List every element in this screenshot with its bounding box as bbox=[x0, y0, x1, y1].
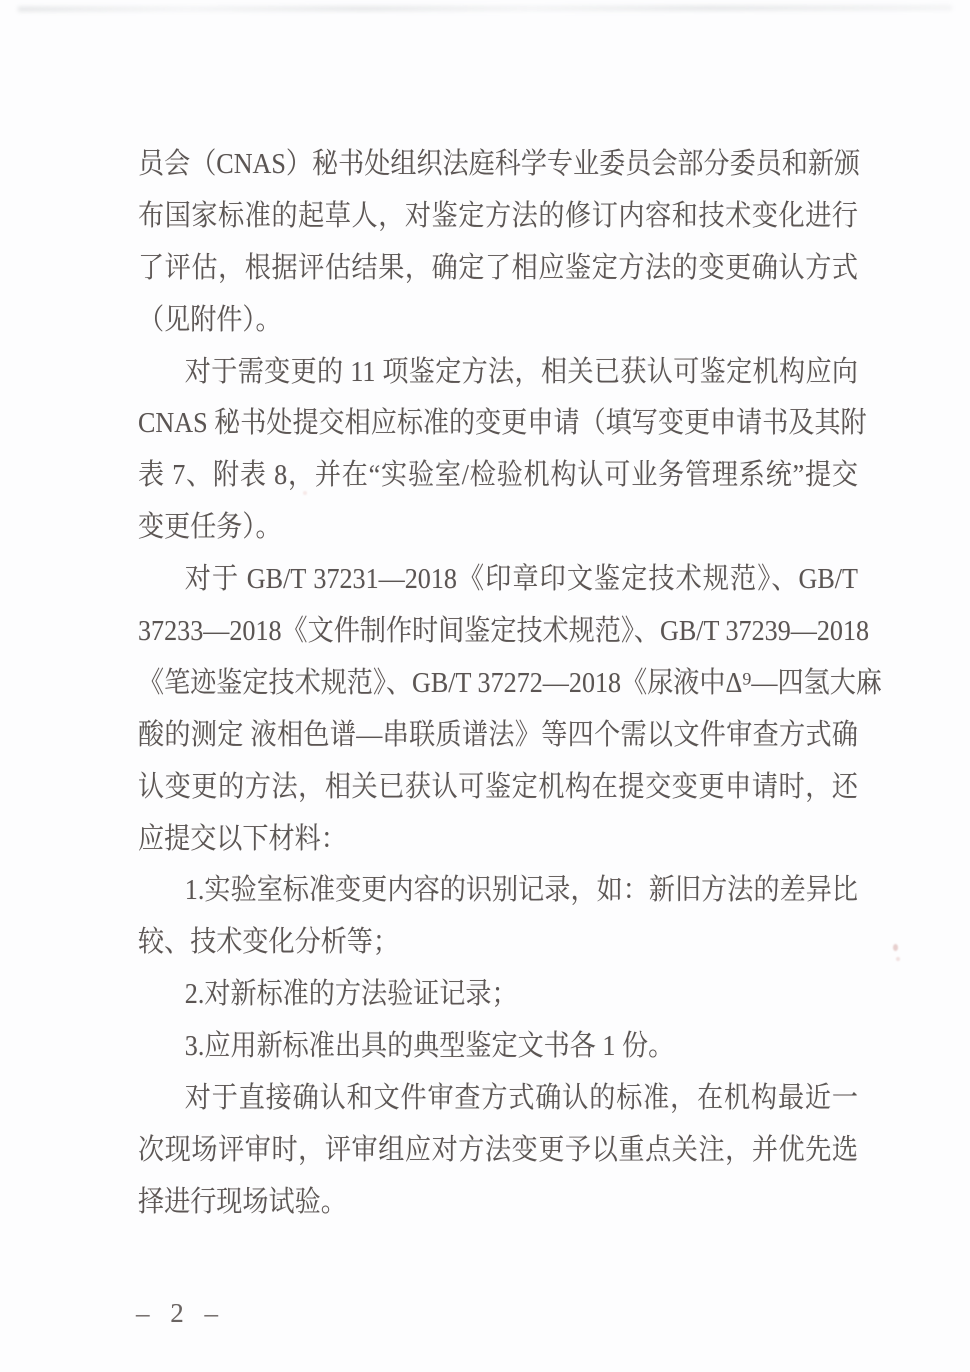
text-line-para-continuation-from-previous-page-4: （见附件）。 bbox=[138, 303, 282, 336]
text-line-list-item-1-2: 较、技术变化分析等； bbox=[138, 926, 400, 959]
text-line-para-change-application-3: 表 7、附表 8，并在“实验室/检验机构认可业务管理系统”提交 bbox=[138, 459, 858, 492]
text-line-para-four-standards-document-review-3: 《笔迹鉴定技术规范》、GB/T 37272—2018《尿液中Δ⁹—四氢大麻 bbox=[138, 666, 882, 699]
text-line-para-four-standards-document-review-2: 37233—2018《文件制作时间鉴定技术规范》、GB/T 37239—2018 bbox=[138, 615, 870, 648]
text-line-para-change-application-2: CNAS 秘书处提交相应标准的变更申请（填写变更申请书及其附 bbox=[138, 407, 867, 440]
text-line-list-item-2-1: 2.对新标准的方法验证记录； bbox=[184, 978, 518, 1011]
text-line-para-four-standards-document-review-5: 认变更的方法，相关已获认可鉴定机构在提交变更申请时，还 bbox=[138, 770, 858, 803]
text-line-list-item-1-1: 1.实验室标准变更内容的识别记录，如：新旧方法的差异比 bbox=[184, 874, 859, 907]
text-line-para-change-application-4: 变更任务）。 bbox=[138, 511, 282, 544]
text-line-list-item-3-1: 3.应用新标准出具的典型鉴定文书各 1 份。 bbox=[184, 1030, 675, 1063]
text-line-para-onsite-assessment-2: 次现场评审时，评审组应对方法变更予以重点关注，并优先选 bbox=[138, 1133, 858, 1166]
text-line-para-onsite-assessment-3: 择进行现场试验。 bbox=[138, 1185, 347, 1218]
document-body bbox=[138, 139, 882, 1229]
text-line-para-continuation-from-previous-page-1: 员会（CNAS）秘书处组织法庭科学专业委员会部分委员和新颁 bbox=[138, 148, 861, 180]
text-line-para-four-standards-document-review-1: 对于 GB/T 37231—2018《印章印文鉴定技术规范》、GB/T bbox=[184, 563, 859, 596]
text-line-para-continuation-from-previous-page-2: 布国家标准的起草人，对鉴定方法的修订内容和技术变化进行 bbox=[138, 199, 858, 232]
text-line-para-continuation-from-previous-page-3: 了评估，根据评估结果，确定了相应鉴定方法的变更确认方式 bbox=[138, 251, 858, 284]
text-line-para-change-application-1: 对于需变更的 11 项鉴定方法，相关已获认可鉴定机构应向 bbox=[184, 355, 859, 388]
scan-artifact-speck bbox=[893, 944, 898, 951]
text-line-para-onsite-assessment-1: 对于直接确认和文件审查方式确认的标准，在机构最近一 bbox=[184, 1082, 859, 1115]
scan-artifact-speck bbox=[896, 957, 900, 961]
text-line-para-four-standards-document-review-6: 应提交以下材料： bbox=[138, 822, 347, 855]
page-number: – 2 – bbox=[136, 1298, 225, 1328]
text-line-para-four-standards-document-review-4: 酸的测定 液相色谱—串联质谱法》等四个需以文件审查方式确 bbox=[138, 718, 858, 751]
scan-artifact-top-streak bbox=[18, 5, 952, 11]
